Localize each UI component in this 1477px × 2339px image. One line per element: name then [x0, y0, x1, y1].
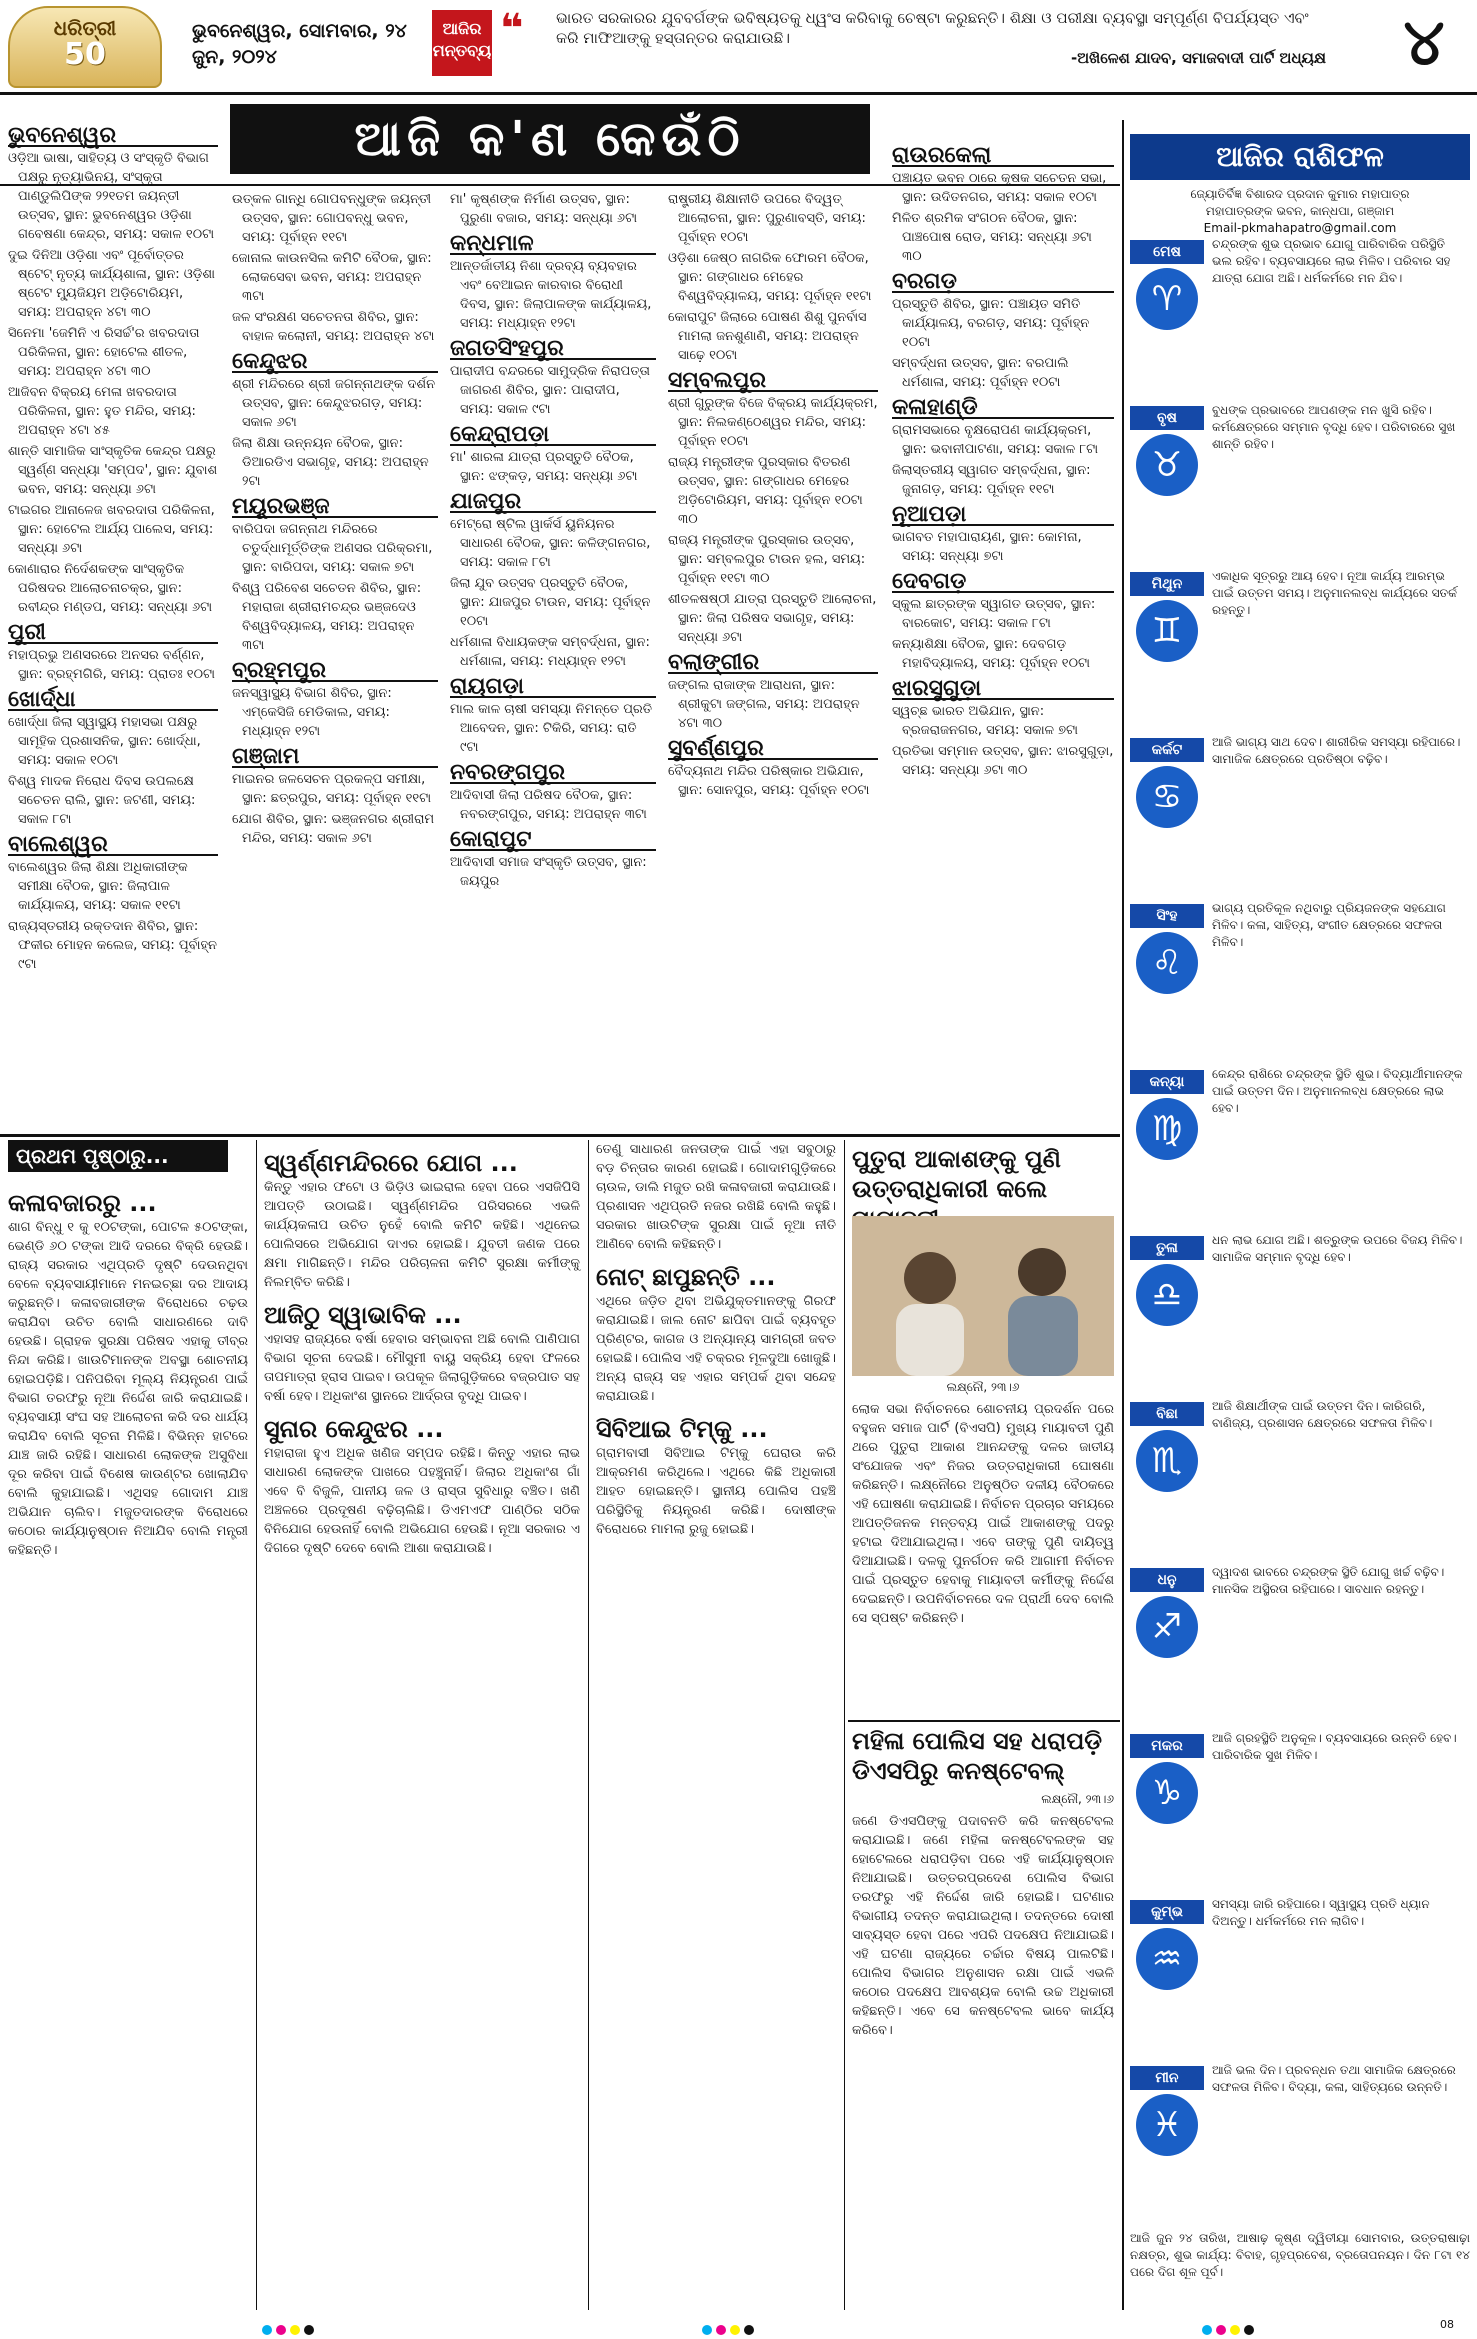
- column-divider: [1122, 120, 1124, 2310]
- logo-name: ଧରିତ୍ରୀ: [53, 16, 117, 40]
- rashi-label: ମିଥୁନ: [1130, 572, 1204, 596]
- event-item: ସିନେମା 'ଜେମିନି ଏ ରିସର୍ଚ୍ଚ'ର ଖବରଦାତା ପରିକିଳନା, ସ୍ଥାନ: ହୋଟେଲ ଶୀତଳ, ସମୟ: ଅପରାହ୍ନ ୪ଟା ୩୦: [8, 326, 200, 379]
- event-item: ଉତ୍କଳ ଗାନ୍ଧି ଗୋପବନ୍ଧୁଙ୍କ ଜୟନ୍ତୀ ଉତ୍ସବ, ସ୍ଥାନ: ଗୋପବନ୍ଧୁ ଭବନ, ସମୟ: ପୂର୍ବାହ୍ନ ୧୧ଟା: [232, 192, 432, 245]
- article-body: କିନ୍ତୁ ଏହାର ଫଟୋ ଓ ଭିଡ଼ିଓ ଭାଇରାଲ ହେବା ପରେ ଏସଜିପିସି ଆପତ୍ତି ଉଠାଇଛି। ସ୍ୱର୍ଣ୍ଣମନ୍ଦିର ପରିସରରେ ଏଭଳି କାର୍ଯ୍ୟକଳାପ ଉଚିତ ନୁହେଁ ବୋଲି କମିଟି କହିଛି। ଏଥିନେଇ ପୋଲିସରେ ଅଭିଯୋଗ ଦାଏର ହୋଇଛି। ଯୁବତୀ ଜଣକ ପରେ କ୍ଷମା ମାଗିଛନ୍ତି। ମନ୍ଦିର ପରିଚାଳନା କମିଟି ସୁରକ୍ଷା କର୍ମୀଙ୍କୁ ନିଲମ୍ବିତ କରିଛି।: [264, 1180, 580, 1290]
- events-column-2: [232, 190, 438, 850]
- city-heading: କନ୍ଧମାଳ: [450, 234, 656, 255]
- events-column-5: [892, 140, 1114, 782]
- events-banner: ଆଜି କ'ଣ କେଉଁଠି: [230, 104, 870, 174]
- first-page-label: ପ୍ରଥମ ପୃଷ୍ଠାରୁ...: [8, 1140, 228, 1172]
- rashi-2: [1130, 402, 1470, 530]
- newspaper-logo: [8, 6, 162, 88]
- sagittarius-icon: ♐: [1136, 1596, 1198, 1658]
- event-item: ପ୍ରତିଭା ସମ୍ମାନ ଉତ୍ସବ, ସ୍ଥାନ: ଝାରସୁଗୁଡ଼ା, ସମୟ: ସନ୍ଧ୍ୟା ୬ଟା ୩୦: [892, 744, 1114, 778]
- event-item: ବାରିପଦା ଜଗନ୍ନାଥ ମନ୍ଦିରରେ ଚତୁର୍ଦ୍ଧାମୂର୍ତ୍ତିଙ୍କ ଅଣସର ପରିକ୍ରମା, ସ୍ଥାନ: ବାରିପଦା, ସମୟ: ସକାଳ ୭ଟା: [232, 522, 433, 575]
- gemini-icon: ♊: [1136, 600, 1198, 662]
- mayawati-headline: ପୁତୁରା ଆକାଶଙ୍କୁ ପୁଣି ଉତ୍ତରାଧିକାରୀ କଲେ: [852, 1145, 1061, 1203]
- police-body: ଜଣେ ଡିଏସପିଙ୍କୁ ପଦାବନତି କରି କନଷ୍ଟେବଲ କରାଯାଇଛି। ଜଣେ ମହିଳା କନଷ୍ଟେବଲଙ୍କ ସହ ହୋଟେଲରେ ଧରାପଡ଼ିବା ପରେ ଏହି କାର୍ଯ୍ୟାନୁଷ୍ଠାନ ନିଆଯାଇଛି। ଉତ୍ତରପ୍ରଦେଶ ପୋଲିସ ବିଭାଗ ତରଫରୁ ଏହି ନିର୍ଦ୍ଦେଶ ଜାରି ହୋଇଛି। ଘଟଣାର ବିଭାଗୀୟ ତଦନ୍ତ କରାଯାଇଥିଲା। ତଦନ୍ତରେ ଦୋଷୀ ସାବ୍ୟସ୍ତ ହେବା ପରେ ଏପରି ପଦକ୍ଷେପ ନିଆଯାଇଛି। ଏହି ଘଟଣା ରାଜ୍ୟରେ ଚର୍ଚ୍ଚାର ବିଷୟ ପାଲଟିଛି। ପୋଲିସ ବିଭାଗର ଅନୁଶାସନ ରକ୍ଷା ପାଇଁ ଏଭଳି କଠୋର ପଦକ୍ଷେପ ଆବଶ୍ୟକ ବୋଲି ଉଚ୍ଚ ଅଧିକାରୀ କହିଛନ୍ତି। ଏବେ ସେ କନଷ୍ଟେବଲ ଭାବେ କାର୍ଯ୍ୟ କରିବେ।: [852, 1814, 1114, 2038]
- city-heading: ବଲାଙ୍ଗୀର: [668, 653, 878, 674]
- rashi-1: [1130, 236, 1470, 364]
- city-heading: ବ୍ରହ୍ମପୁର: [232, 661, 438, 682]
- page-number: ୪: [1403, 6, 1445, 80]
- event-item: ଶ୍ରୀ ମନ୍ଦିରରେ ଶ୍ରୀ ଜଗନ୍ନାଥଙ୍କ ଦର୍ଶନ ଉତ୍ସବ, ସ୍ଥାନ: କେନ୍ଦୁଝରଗଡ଼, ସମୟ: ସକାଳ ୬ଟା: [232, 377, 436, 430]
- article-body: ମହାରାଜା ହୁଏ ଅଧିକ ଖଣିଜ ସମ୍ପଦ ରହିଛି। କିନ୍ତୁ ଏହାର ଲାଭ ସାଧାରଣ ଲୋକଙ୍କ ପାଖରେ ପହଞ୍ଚୁନାହିଁ। ଜିଲାର ଅଧିକାଂଶ ଗାଁ ଏବେ ବି ବିଜୁଳି, ପାନୀୟ ଜଳ ଓ ରାସ୍ତା ସୁବିଧାରୁ ବଞ୍ଚିତ। ଖଣି ଅଞ୍ଚଳରେ ପ୍ରଦୂଷଣ ବଢ଼ିଚାଲିଛି। ଡିଏମଏଫ ପାଣ୍ଠିର ସଠିକ ବିନିଯୋଗ ହେଉନାହିଁ ବୋଲି ଅଭିଯୋଗ ହେଉଛି। ନୂଆ ସରକାର ଏ ଦିଗରେ ଦୃଷ୍ଟି ଦେବେ ବୋଲି ଆଶା କରାଯାଉଛି।: [264, 1446, 580, 1556]
- city-heading: କୋରାପୁଟ: [450, 830, 656, 851]
- rashi-text: ଏକାଧିକ ସୂତ୍ରରୁ ଆୟ ହେବ। ନୂଆ କାର୍ଯ୍ୟ ଆରମ୍ଭ ପାଇଁ ଉତ୍ତମ ସମୟ। ଅନୁମାନଲବ୍ଧ କାର୍ଯ୍ୟରେ ସତର୍କ ରହନ୍ତୁ।: [1212, 569, 1457, 617]
- photo-illustration: [852, 1216, 1114, 1376]
- rashi-text: ସମସ୍ୟା ଜାରି ରହିପାରେ। ସ୍ୱାସ୍ଥ୍ୟ ପ୍ରତି ଧ୍ୟାନ ଦିଅନ୍ତୁ। ଧର୍ମକର୍ମରେ ମନ ଲାଗିବ।: [1212, 1897, 1430, 1928]
- city-heading: ଗଞ୍ଜାମ: [232, 747, 438, 768]
- event-item: ମା' କୃଷ୍ଣଙ୍କ ନିର୍ମାଣ ଉତ୍ସବ, ସ୍ଥାନ: ପୁରୁଣା ବଜାର, ସମୟ: ସନ୍ଧ୍ୟା ୬ଟା: [450, 192, 638, 226]
- page-code: 08: [1440, 2318, 1454, 2331]
- rashi-label: ଧନୁ: [1130, 1568, 1204, 1592]
- rashi-11: [1130, 1896, 1470, 2024]
- article-body: ଶାଗ ବିନ୍ଧୁ ୧ କୁ ୧୦ଟଙ୍କା, ପୋଟଳ ୫୦ଟଙ୍କା, ଭେଣ୍ଡି ୬୦ ଟଙ୍କା ଆଦି ଦରରେ ବିକ୍ରି ହେଉଛି। ରାଜ୍ୟ ସରକାର ଏଥିପ୍ରତି ଦୃଷ୍ଟି ଦେଉନଥିବା ବେଳେ ବ୍ୟବସାୟୀମାନେ ମନଇଚ୍ଛା ଦର ଆଦାୟ କରୁଛନ୍ତି। କଳାବଜାରୀଙ୍କ ବିରୋଧରେ ଚଢ଼ଉ କରାଯିବା ଉଚିତ ବୋଲି ସାଧାରଣରେ ଦାବି ହେଉଛି। ଗ୍ରାହକ ସୁରକ୍ଷା ପରିଷଦ ଏହାକୁ ତୀବ୍ର ନିନ୍ଦା କରିଛି। ଖାଉଟିମାନଙ୍କ ଅବସ୍ଥା ଶୋଚନୀୟ ହୋଇପଡ଼ିଛି। ପନିପରିବା ମୂଲ୍ୟ ନିୟନ୍ତ୍ରଣ ପାଇଁ ବିଭାଗ ତରଫରୁ ନୂଆ ନିର୍ଦ୍ଦେଶ ଜାରି କରାଯାଇଛି। ବ୍ୟବସାୟୀ ସଂଘ ସହ ଆଲୋଚନା କରି ଦର ଧାର୍ଯ୍ୟ କରାଯିବ ବୋଲି ସୂଚନା ମିଳିଛି। ବିଭିନ୍ନ ହାଟରେ ଯାଞ୍ଚ ଜାରି ରହିଛି। ସାଧାରଣ ଲୋକଙ୍କ ଅସୁବିଧା ଦୂର କରିବା ପାଇଁ ବିଶେଷ କାଉଣ୍ଟର ଖୋଲାଯିବ ବୋଲି କୁହାଯାଇଛି। ଏଥିସହ ଗୋଦାମ ଯାଞ୍ଚ ଅଭିଯାନ ଚାଲିବ। ମଜୁତଦାରଙ୍କ ବିରୋଧରେ କଠୋର କାର୍ଯ୍ୟାନୁଷ୍ଠାନ ନିଆଯିବ ବୋଲି ମନ୍ତ୍ରୀ କହିଛନ୍ତି।: [8, 1220, 248, 1558]
- city-heading: ଝାରସୁଗୁଡ଼ା: [892, 679, 1114, 700]
- event-item: ସ୍ୱଚ୍ଛ ଭାରତ ଅଭିଯାନ, ସ୍ଥାନ: ବ୍ରଜରାଜନଗର, ସମୟ: ସକାଳ ୭ଟା: [892, 704, 1079, 738]
- police-dateline: ଲକ୍ଷ୍ନୌ, ୨୩।୬: [1041, 1792, 1114, 1806]
- events-column-1: [8, 120, 218, 976]
- events-column-4: [668, 190, 878, 802]
- article-headline: ଆଜିଠୁ ସ୍ୱାଭାବିକ ...: [264, 1301, 462, 1329]
- event-item: ବାଲେଶ୍ୱର ଜିଲା ଶିକ୍ଷା ଅଧିକାରୀଙ୍କ ସମୀକ୍ଷା ବୈଠକ, ସ୍ଥାନ: ଜିଲାପାଳ କାର୍ଯ୍ୟାଳୟ, ସମୟ: ସକାଳ ୧୧ଟା: [8, 860, 188, 913]
- mayawati-photo: [852, 1216, 1114, 1376]
- quote-mark-icon: ❝: [500, 6, 524, 52]
- events-column-3: [450, 190, 656, 893]
- rashi-text: ଧନ ଲାଭ ଯୋଗ ଅଛି। ଶତ୍ରୁଙ୍କ ଉପରେ ବିଜୟ ମିଳିବ। ସାମାଜିକ ସମ୍ମାନ ବୃଦ୍ଧି ହେବ।: [1212, 1233, 1463, 1264]
- rashi-text: ଭାଗ୍ୟ ପ୍ରତିକୂଳ ନଥିବାରୁ ପ୍ରିୟଜନଙ୍କ ସହଯୋଗ ମିଳିବ। କଳା, ସାହିତ୍ୟ, ସଂଗୀତ କ୍ଷେତ୍ରରେ ସଫଳତା ମିଳିବ।: [1212, 901, 1446, 949]
- article-headline: ସ୍ୱର୍ଣ୍ଣମନ୍ଦିରରେ ଯୋଗ ...: [264, 1149, 518, 1177]
- event-item: ଟାଇଗର ଆନାଳେଜ ଖବରଦାତା ପରିକିଳନା, ସ୍ଥାନ: ହୋଟେଲ ଆର୍ଯ୍ୟ ପାଲେସ, ସମୟ: ସନ୍ଧ୍ୟା ୬ଟା: [8, 503, 215, 556]
- rashi-label: ବୃଷ: [1130, 406, 1204, 430]
- event-item: ବୈଦ୍ୟନାଥ ମନ୍ଦିର ପରିଷ୍କାର ଅଭିଯାନ, ସ୍ଥାନ: ସୋନପୁର, ସମୟ: ପୂର୍ବାହ୍ନ ୧୦ଟା: [668, 764, 870, 798]
- event-item: ମହାପ୍ରଭୁ ଅଣସରରେ ଅନସର ବର୍ଣ୍ଣନ, ସ୍ଥାନ: ବ୍ରହ୍ମଗିରି, ସମୟ: ପ୍ରାତଃ ୧୦ଟା: [8, 648, 215, 682]
- police-headline: ମହିଳା ପୋଲିସ ସହ ଧରାପଡ଼ି ଡିଏସପିରୁ କନଷ୍ଟେବଲ୍: [852, 1727, 1103, 1785]
- rashi-10: [1130, 1730, 1470, 1858]
- event-item: କୋଣାରାର ନିର୍ଦେଶକଙ୍କ ସାଂସ୍କୃତିକ ପରିଷଦର ଆଲୋଚନାଚକ୍ର, ସ୍ଥାନ: ରବୀନ୍ଦ୍ର ମଣ୍ଡପ, ସମୟ: ସନ୍ଧ୍ୟା ୬ଟା: [8, 562, 213, 615]
- event-item: ଯୋଗ ଶିବିର, ସ୍ଥାନ: ଭଞ୍ଜନଗର ଶ୍ରୀରାମ ମନ୍ଦିର, ସମୟ: ସକାଳ ୬ଟା: [232, 812, 435, 846]
- pisces-icon: ♓: [1136, 2094, 1198, 2156]
- taurus-icon: ♉: [1136, 434, 1198, 496]
- aquarius-icon: ♒: [1136, 1928, 1198, 1990]
- rashi-text: କେନ୍ଦ୍ର ରାଶିରେ ଚନ୍ଦ୍ରଙ୍କ ସ୍ଥିତି ଶୁଭ। ବିଦ୍ୟାର୍ଥୀମାନଙ୍କ ପାଇଁ ଉତ୍ତମ ଦିନ। ଅନୁମାନଲବ୍ଧ କ୍ଷେତ୍ରରେ ଲାଭ ହେବ।: [1212, 1067, 1463, 1115]
- event-item: ଦୁଇ ଦିନିଆ ଓଡ଼ିଶା ଏବଂ ପୂର୍ବୋତ୍ତର ଷ୍ଟେଟ୍ ନୃତ୍ୟ କାର୍ଯ୍ୟଶାଳା, ସ୍ଥାନ: ଓଡ଼ିଶା ଷ୍ଟେଟ ମ୍ୟୁଜିୟମ ଅଡ଼ିଟୋରିୟମ, ସମୟ: ଅପରାହ୍ନ ୪ଟା ୩୦: [8, 248, 216, 320]
- column-divider: [588, 1140, 589, 2310]
- city-heading: ମୟୂରଭଞ୍ଜ: [232, 497, 438, 518]
- rashi-text: ଆଜି ଗ୍ରହସ୍ଥିତି ଅନୁକୂଳ। ବ୍ୟବସାୟରେ ଉନ୍ନତି ହେବ। ପାରିବାରିକ ସୁଖ ମିଳିବ।: [1212, 1731, 1457, 1762]
- panjika: ଆଜି ଜୁନ ୨୪ ତାରିଖ, ଆଷାଢ଼ କୃଷ୍ଣ ଦ୍ୱିତୀୟା ସୋମବାର, ଉତ୍ତରାଷାଢ଼ା ନକ୍ଷତ୍ର, ଶୁଭ କାର୍ଯ୍ୟ: ବିବାହ, ଗୃହପ୍ରବେଶ, ବ୍ରତୋପନୟନ। ଦିନ ୮ଟା ୧୪ ପରେ ଦିଗ ଶୂଳ ପୂର୍ବ।: [1130, 2231, 1470, 2279]
- city-heading: ସୁବର୍ଣ୍ଣପୁର: [668, 739, 878, 760]
- rashi-label: ମକର: [1130, 1734, 1204, 1758]
- event-item: ରାଜ୍ୟସ୍ତରୀୟ ରକ୍ତଦାନ ଶିବିର, ସ୍ଥାନ: ଫକୀର ମୋହନ କଲେଜ, ସମୟ: ପୂର୍ବାହ୍ନ ୯ଟା: [8, 919, 217, 972]
- event-item: ପାରାଦୀପ ବନ୍ଦରରେ ସାମୁଦ୍ରିକ ନିରାପତ୍ତା ଜାଗରଣ ଶିବିର, ସ୍ଥାନ: ପାରାଦୀପ, ସମୟ: ସକାଳ ୯ଟା: [450, 364, 651, 417]
- rashi-text: ଆଜି ଶିକ୍ଷାର୍ଥୀଙ୍କ ପାଇଁ ଉତ୍ତମ ଦିନ। କାରିଗରି, ବାଣିଜ୍ୟ, ପ୍ରଶାସନ କ୍ଷେତ୍ରରେ ସଫଳତା ମିଳିବ।: [1212, 1399, 1433, 1430]
- rashi-label: କୁମ୍ଭ: [1130, 1900, 1204, 1924]
- city-heading: ରାଉରକେଲା: [892, 146, 1114, 167]
- rashi-text: ଆଜି ଭାଗ୍ୟ ସାଥ ଦେବ। ଶାରୀରିକ ସମସ୍ୟା ରହିପାରେ। ସାମାଜିକ କ୍ଷେତ୍ରରେ ପ୍ରତିଷ୍ଠା ବଢ଼ିବ।: [1212, 735, 1461, 766]
- article-headline: ସିବିଆଇ ଟିମ୍‌କୁ ...: [596, 1415, 768, 1443]
- quote-badge: ଆଜିର ମନ୍ତବ୍ୟ: [432, 10, 492, 76]
- event-item: ସ୍କୁଲ ଛାତ୍ରଙ୍କ ସ୍ୱାଗତ ଉତ୍ସବ, ସ୍ଥାନ: ବାରକୋଟ, ସମୟ: ସକାଳ ୮ଟା: [892, 597, 1096, 631]
- event-item: ସମ୍ବର୍ଦ୍ଧନା ଉତ୍ସବ, ସ୍ଥାନ: ବରପାଲି ଧର୍ମଶାଳା, ସମୟ: ପୂର୍ବାହ୍ନ ୧୦ଟା: [892, 356, 1069, 390]
- event-item: ଶୀତଳଷଷ୍ଠୀ ଯାତ୍ରା ପ୍ରସ୍ତୁତି ଆଲୋଚନା, ସ୍ଥାନ: ଜିଲା ପରିଷଦ ସଭାଗୃହ, ସମୟ: ସନ୍ଧ୍ୟା ୬ଟା: [668, 592, 877, 645]
- middle-column: [264, 1140, 580, 1558]
- rashi-3: [1130, 568, 1470, 696]
- logo-years: 50: [64, 37, 106, 72]
- article-body: ଏଥିରେ ଜଡ଼ିତ ଥିବା ଅଭିଯୁକ୍ତମାନଙ୍କୁ ଗିରଫ କରାଯାଇଛି। ଜାଲ ନୋଟ ଛାପିବା ପାଇଁ ବ୍ୟବହୃତ ପ୍ରିଣ୍ଟର, କାଗଜ ଓ ଅନ୍ୟାନ୍ୟ ସାମଗ୍ରୀ ଜବତ ହୋଇଛି। ପୋଲିସ ଏହି ଚକ୍ରର ମୂଳଦୁଆ ଖୋଜୁଛି। ଅନ୍ୟ ରାଜ୍ୟ ସହ ଏହାର ସମ୍ପର୍କ ଥିବା ସନ୍ଦେହ କରାଯାଉଛି।: [596, 1294, 836, 1404]
- color-dots: [1200, 2320, 1256, 2339]
- virgo-icon: ♍: [1136, 1098, 1198, 1160]
- event-item: ମାଲ କାଳ ଚାଷୀ ସମସ୍ୟା ନିମନ୍ତେ ପ୍ରତି ଆବେଦନ, ସ୍ଥାନ: ଟିକିରି, ସମୟ: ରାତି ୯ଟା: [450, 702, 653, 755]
- mayawati-dateline: ଲକ୍ଷ୍ନୌ, ୨୩।୬: [946, 1380, 1020, 1394]
- rashi-5: [1130, 900, 1470, 1028]
- leo-icon: ♌: [1136, 932, 1198, 994]
- rashi-text: ଦ୍ୱାଦଶ ଭାବରେ ଚନ୍ଦ୍ରଙ୍କ ସ୍ଥିତି ଯୋଗୁ ଖର୍ଚ୍ଚ ବଢ଼ିବ। ମାନସିକ ଅସ୍ଥିରତା ରହିପାରେ। ସାବଧାନ ରହନ୍ତୁ।: [1212, 1565, 1445, 1596]
- event-item: ବିଶ୍ୱ ମାଦକ ନିରୋଧ ଦିବସ ଉପଲକ୍ଷେ ସଚେତନ ରାଲି, ସ୍ଥାନ: ଜଟଣୀ, ସମୟ: ସକାଳ ୮ଟା: [8, 774, 196, 827]
- rashi-label: ସିଂହ: [1130, 904, 1204, 928]
- rashi-6: [1130, 1066, 1470, 1194]
- city-heading: ନୂଆପଡ଼ା: [892, 505, 1114, 526]
- color-dots: [700, 2320, 756, 2339]
- rashi-12: [1130, 2062, 1470, 2190]
- quote-author: -ଅଖିଳେଶ ଯାଦବ, ସମାଜବାଦୀ ପାର୍ଟି ଅଧ୍ୟକ୍ଷ: [1070, 49, 1326, 67]
- city-heading: ନବରଙ୍ଗପୁର: [450, 763, 656, 784]
- city-heading: ଯାଜପୁର: [450, 492, 656, 513]
- cancer-icon: ♋: [1136, 766, 1198, 828]
- date-line: ଭୁବନେଶ୍ୱର, ସୋମବାର, ୨୪ ଜୁନ, ୨୦୨୪: [192, 20, 407, 68]
- event-item: ବିଶ୍ୱ ପରିବେଶ ସଚେତନ ଶିବିର, ସ୍ଥାନ: ମହାରାଜା ଶ୍ରୀରାମଚନ୍ଦ୍ର ଭଞ୍ଜଦେଓ ବିଶ୍ୱବିଦ୍ୟାଳୟ, ସମୟ: ଅପରାହ୍ନ ୩ଟା: [232, 581, 422, 653]
- rashi-text: ଚନ୍ଦ୍ରଙ୍କ ଶୁଭ ପ୍ରଭାବ ଯୋଗୁ ପାରିବାରିକ ପରିସ୍ଥିତି ଭଲ ରହିବ। ବ୍ୟବସାୟରେ ଲାଭ ମିଳିବ। ପରିବାର ସହ ଯାତ୍ରା ଯୋଗ ଅଛି। ଧର୍ମକର୍ମରେ ମନ ଯିବ।: [1212, 237, 1451, 285]
- third-column: [596, 1140, 836, 1539]
- rashifala-heading: ଆଜିର ରାଶିଫଳ: [1130, 134, 1470, 180]
- rashi-label: କର୍କଟ: [1130, 738, 1204, 762]
- event-item: ଧର୍ମଶାଳା ବିଧାୟକଙ୍କ ସମ୍ବର୍ଦ୍ଧନା, ସ୍ଥାନ: ଧର୍ମଶାଳା, ସମୟ: ମଧ୍ୟାହ୍ନ ୧୨ଟା: [450, 635, 650, 669]
- city-heading: କେନ୍ଦ୍ରାପଡ଼ା: [450, 425, 656, 446]
- rashi-8: [1130, 1398, 1470, 1526]
- quote-text: ଭାରତ ସରକାରର ଯୁବବର୍ଗଙ୍କ ଭବିଷ୍ୟତକୁ ଧ୍ୱଂସ କରିବାକୁ ଚେଷ୍ଟା କରୁଛନ୍ତି। ଶିକ୍ଷା ଓ ପରୀକ୍ଷା ବ୍ୟବସ୍ଥା ସମ୍ପୂର୍ଣ୍ଣ ବିପର୍ଯ୍ୟସ୍ତ ଏବଂ କରି ମାଫିଆଙ୍କୁ ହସ୍ତାନ୍ତର କରାଯାଉଛି।: [556, 9, 1309, 47]
- rashi-label: ମେଷ: [1130, 240, 1204, 264]
- article-headline: ନୋଟ୍ ଛାପୁଛନ୍ତି ...: [596, 1263, 776, 1291]
- city-heading: ବରଗଡ଼: [892, 272, 1114, 293]
- article-body: ଏହାସହ ରାଜ୍ୟରେ ବର୍ଷା ହେବାର ସମ୍ଭାବନା ଅଛି ବୋଲି ପାଣିପାଗ ବିଭାଗ ସୂଚନା ଦେଇଛି। ମୌସୁମୀ ବାୟୁ ସକ୍ରିୟ ହେବା ଫଳରେ ତାପମାତ୍ରା ହ୍ରାସ ପାଇବ। ଉପକୂଳ ଜିଲାଗୁଡ଼ିକରେ ବଜ୍ରପାତ ସହ ବର୍ଷା ହେବ। ଅଧିକାଂଶ ସ୍ଥାନରେ ଆର୍ଦ୍ରତା ବୃଦ୍ଧି ପାଇବ।: [264, 1332, 580, 1404]
- section-divider: [0, 1134, 1120, 1137]
- first-page-column: [8, 1180, 248, 1560]
- event-item: ଶ୍ରୀ ଗୁରୁଙ୍କ ବିଜେ ବିକ୍ରୟ କାର୍ଯ୍ୟକ୍ରମ, ସ୍ଥାନ: ନିଲକଣ୍ଠେଶ୍ୱର ମନ୍ଦିର, ସମୟ: ପୂର୍ବାହ୍ନ ୧୦ଟା: [668, 396, 878, 449]
- event-item: ଆଜିବନ ବିକ୍ରୟ ମେଳା ଖବରଦାତା ପରିକିଳନା, ସ୍ଥାନ: ହୁତ ମନ୍ଦିର, ସମୟ: ଅପରାହ୍ନ ୪ଟା ୪୫: [8, 385, 196, 438]
- event-item: ମା' ଶାରଳା ଯାତ୍ରା ପ୍ରସ୍ତୁତି ବୈଠକ, ସ୍ଥାନ: ଝଙ୍କଡ଼, ସମୟ: ସନ୍ଧ୍ୟା ୬ଟା: [450, 450, 638, 484]
- city-heading: ସମ୍ବଲପୁର: [668, 371, 878, 392]
- event-item: ଜିଲାସ୍ତରୀୟ ସ୍ୱାଗତ ସମ୍ବର୍ଦ୍ଧନା, ସ୍ଥାନ: ଜୁନାଗଡ଼, ସମୟ: ପୂର୍ବାହ୍ନ ୧୧ଟା: [892, 463, 1091, 497]
- color-dots: [260, 2320, 316, 2339]
- event-item: ଆନ୍ତର୍ଜାତୀୟ ନିଶା ଦ୍ରବ୍ୟ ବ୍ୟବହାର ଏବଂ ବେଆଇନ କାରବାର ବିରୋଧୀ ଦିବସ, ସ୍ଥାନ: ଜିଲାପାଳଙ୍କ କାର୍ଯ୍ୟାଳୟ, ସମୟ: ମଧ୍ୟାହ୍ନ ୧୨ଟା: [450, 259, 652, 331]
- libra-icon: ♎: [1136, 1264, 1198, 1326]
- rashi-label: ମୀନ: [1130, 2066, 1204, 2090]
- mayawati-body: ଲୋକ ସଭା ନିର୍ବାଚନରେ ଶୋଚନୀୟ ପ୍ରଦର୍ଶନ ପରେ ବହୁଜନ ସମାଜ ପାର୍ଟି (ବିଏସପି) ମୁଖ୍ୟ ମାୟାବତୀ ପୁଣି ଥରେ ପୁତୁରା ଆକାଶ ଆନନ୍ଦଙ୍କୁ ଦଳର ଜାତୀୟ ସଂଯୋଜକ ଏବଂ ନିଜର ଉତ୍ତରାଧିକାରୀ ଘୋଷଣା କରିଛନ୍ତି। ଲକ୍ଷ୍ନୌରେ ଅନୁଷ୍ଠିତ ଦଳୀୟ ବୈଠକରେ ଏହି ଘୋଷଣା କରାଯାଇଛି। ନିର୍ବାଚନ ପ୍ରଚାର ସମୟରେ ଆପତ୍ତିଜନକ ମନ୍ତବ୍ୟ ପାଇଁ ଆକାଶଙ୍କୁ ପଦରୁ ହଟାଇ ଦିଆଯାଇଥିଲା। ଏବେ ତାଙ୍କୁ ପୁଣି ଦାୟିତ୍ୱ ଦିଆଯାଇଛି। ଦଳକୁ ପୁନର୍ଗଠନ କରି ଆଗାମୀ ନିର୍ବାଚନ ପାଇଁ ପ୍ରସ୍ତୁତ ହେବାକୁ ମାୟାବତୀ କର୍ମୀଙ୍କୁ ନିର୍ଦ୍ଦେଶ ଦେଇଛନ୍ତି। ଉପନିର୍ବାଚନରେ ଦଳ ପ୍ରାର୍ଥୀ ଦେବ ବୋଲି ସେ ସ୍ପଷ୍ଟ କରିଛନ୍ତି।: [852, 1402, 1114, 1626]
- event-item: ଜଳ ସଂରକ୍ଷଣ ସଚେତନତା ଶିବିର, ସ୍ଥାନ: ବାହାଳ କଲୋନୀ, ସମୟ: ଅପରାହ୍ନ ୪ଟା: [232, 310, 435, 344]
- print-registration-bar: [0, 2316, 1477, 2339]
- event-item: ରାଜ୍ୟ ମନ୍ତ୍ରୀଙ୍କ ପୁରସ୍କାର ଉତ୍ସବ, ସ୍ଥାନ: ସମ୍ବଲପୁର ଟାଉନ ହଲ, ସମୟ: ପୂର୍ବାହ୍ନ ୧୧ଟା ୩୦: [668, 533, 866, 586]
- aries-icon: ♈: [1136, 268, 1198, 330]
- event-item: ଜନସ୍ୱାସ୍ଥ୍ୟ ବିଭାଗ ଶିବିର, ସ୍ଥାନ: ଏମ୍‌କେସିଜି ମେଡିକାଲ, ସମୟ: ମଧ୍ୟାହ୍ନ ୧୨ଟା: [232, 686, 392, 739]
- city-heading: କଳାହାଣ୍ଡି: [892, 398, 1114, 419]
- event-item: କନ୍ୟାଶିକ୍ଷା ବୈଠକ, ସ୍ଥାନ: ଦେବଗଡ଼ ମହାବିଦ୍ୟାଳୟ, ସମୟ: ପୂର୍ବାହ୍ନ ୧୦ଟା: [892, 637, 1090, 671]
- event-item: ଜିଲା ଶିକ୍ଷା ଉନ୍ନୟନ ବୈଠକ, ସ୍ଥାନ: ଡିଆରଡିଏ ସଭାଗୃହ, ସମୟ: ଅପରାହ୍ନ ୨ଟା: [232, 436, 429, 489]
- event-item: ପ୍ରସ୍ତୁତି ଶିବିର, ସ୍ଥାନ: ପଞ୍ଚାୟତ ସମିତି କାର୍ଯ୍ୟାଳୟ, ବରଗଡ଼, ସମୟ: ପୂର୍ବାହ୍ନ ୧୦ଟା: [892, 297, 1090, 350]
- event-item: ଆଦିବାସୀ ଜିଲା ପରିଷଦ ବୈଠକ, ସ୍ଥାନ: ନବରଙ୍ଗପୁର, ସମୟ: ଅପରାହ୍ନ ୩ଟା: [450, 788, 647, 822]
- column-divider: [256, 1140, 257, 2310]
- event-item: ଶାନ୍ତି ସାମାଜିକ ସାଂସ୍କୃତିକ କେନ୍ଦ୍ର ପକ୍ଷରୁ ସ୍ୱର୍ଣ୍ଣ ସନ୍ଧ୍ୟା 'ସମ୍ପଦ', ସ୍ଥାନ: ଯୁବାଶ ଭବନ, ସମୟ: ସନ୍ଧ୍ୟା ୬ଟା: [8, 444, 218, 497]
- scorpio-icon: ♏: [1136, 1430, 1198, 1492]
- city-heading: ରାୟଗଡ଼ା: [450, 677, 656, 698]
- astrologer-name: ଜ୍ୟୋତିର୍ବିଜ୍ଞ ବିଶାରଦ ପ୍ରଦାନ କୁମାର ମହାପାତ୍ର: [1190, 187, 1410, 201]
- article-headline: କଳାବଜାରରୁ ...: [8, 1189, 157, 1217]
- event-item: ମିଳିତ ଶ୍ରମିକ ସଂଗଠନ ବୈଠକ, ସ୍ଥାନ: ପାଞ୍ଚପୋଷ ରୋଡ, ସମୟ: ସନ୍ଧ୍ୟା ୬ଟା ୩୦: [892, 211, 1092, 264]
- article-headline: ସୁନାର କେନ୍ଦୁଝର ...: [264, 1415, 444, 1443]
- event-item: ମାଇନର ଜଳସେଚନ ପ୍ରକଳ୍ପ ସମୀକ୍ଷା, ସ୍ଥାନ: ଛତ୍ରପୁର, ସମୟ: ପୂର୍ବାହ୍ନ ୧୧ଟା: [232, 772, 432, 806]
- city-heading: ଭୁବନେଶ୍ୱର: [8, 126, 218, 147]
- column-divider: [844, 1140, 845, 2310]
- rashi-9: [1130, 1564, 1470, 1692]
- quote-block: [556, 8, 1326, 68]
- event-item: ଓଡ଼ିଶା ଜେଷ୍ଠ ନାଗରିକ ଫୋରମ ବୈଠକ, ସ୍ଥାନ: ଗଙ୍ଗାଧର ମେହେର ବିଶ୍ୱବିଦ୍ୟାଳୟ, ସମୟ: ପୂର୍ବାହ୍ନ ୧୧ଟା: [668, 251, 872, 304]
- event-item: ରାଜ୍ୟ ମନ୍ତ୍ରୀଙ୍କ ପୁରସ୍କାର ବିତରଣ ଉତ୍ସବ, ସ୍ଥାନ: ଗଙ୍ଗାଧର ମେହେର ଅଡ଼ିଟୋରିୟମ, ସମୟ: ପୂର୍ବାହ୍ନ ୧୦ଟା ୩୦: [668, 455, 863, 527]
- rashi-text: ଆଜି ଭଲ ଦିନ। ପ୍ରବନ୍ଧନ ତଥା ସାମାଜିକ କ୍ଷେତ୍ରରେ ସଫଳତା ମିଳିବ। ବିଦ୍ୟା, କଳା, ସାହିତ୍ୟରେ ଉନ୍ନତି।: [1212, 2063, 1456, 2094]
- event-item: କୋରାପୁଟ ଜିଲାରେ ପୋଷଣ ଶିଶୁ ପୁନର୍ବାସ ମାମଲା ଜନଶୁଣାଣି, ସମୟ: ଅପରାହ୍ନ ସାଢ଼େ ୧୦ଟା: [668, 310, 867, 363]
- rashi-7: [1130, 1232, 1470, 1360]
- rashi-label: କନ୍ୟା: [1130, 1070, 1204, 1094]
- article-body: ତେଣୁ ସାଧାରଣ ଜନତାଙ୍କ ପାଇଁ ଏହା ସବୁଠାରୁ ବଡ଼ ଚିନ୍ତାର କାରଣ ହୋଇଛି। ଗୋଦାମଗୁଡ଼ିକରେ ଚାଉଳ, ଡାଲି ମଜୁତ ରଖି କଳାବଜାରୀ କରାଯାଉଛି। ପ୍ରଶାସନ ଏଥିପ୍ରତି ନଜର ରଖିଛି ବୋଲି କହୁଛି। ସରକାର ଖାଉଟିଙ୍କ ସୁରକ୍ଷା ପାଇଁ ନୂଆ ନୀତି ଆଣିବେ ବୋଲି କହିଛନ୍ତି।: [596, 1142, 836, 1252]
- city-heading: ଖୋର୍ଦ୍ଧା: [8, 690, 218, 711]
- rashi-text: ବୁଧଙ୍କ ପ୍ରଭାବରେ ଆପଣଙ୍କ ମନ ଖୁସି ରହିବ। କର୍ମକ୍ଷେତ୍ରରେ ସମ୍ମାନ ବୃଦ୍ଧି ହେବ। ପରିବାରରେ ସୁଖ ଶାନ୍ତି ରହିବ।: [1212, 403, 1456, 451]
- city-heading: କେନ୍ଦୁଝର: [232, 352, 438, 373]
- event-item: ପଞ୍ଚାୟତ ଭବନ ଠାରେ କୃଷକ ସଚେତନ ସଭା, ସ୍ଥାନ: ଉଦିତନଗର, ସମୟ: ସକାଳ ୧୦ଟା: [892, 171, 1107, 205]
- event-item: ରାଷ୍ଟ୍ରୀୟ ଶିକ୍ଷାନୀତି ଉପରେ ବିଦ୍ୱତ୍ ଆଲୋଚନା, ସ୍ଥାନ: ପୁରୁଣାବସ୍ତି, ସମୟ: ପୂର୍ବାହ୍ନ ୧୦ଟା: [668, 192, 866, 245]
- divider: [848, 1720, 1120, 1722]
- event-item: ଭାଗବତ ମହାପାରାୟଣ, ସ୍ଥାନ: କୋମନା, ସମୟ: ସନ୍ଧ୍ୟା ୭ଟା: [892, 530, 1082, 564]
- astrologer-address: ମହାପାତ୍ରଙ୍କ ଭବନ, କାନ୍ଧପା, ଗଞ୍ଜାମ: [1205, 204, 1395, 218]
- city-heading: ଜଗତସିଂହପୁର: [450, 339, 656, 360]
- event-item: ଖୋର୍ଦ୍ଧା ଜିଲା ସ୍ୱାସ୍ଥ୍ୟ ମହାସଭା ପକ୍ଷରୁ ସାମୂହିକ ପ୍ରଶାସନିକ, ସ୍ଥାନ: ଖୋର୍ଦ୍ଧା, ସମୟ: ସକାଳ ୧୦ଟା: [8, 715, 201, 768]
- rashi-4: [1130, 734, 1470, 862]
- city-heading: ପୁରୀ: [8, 623, 218, 644]
- event-item: ଜଙ୍ଗଲ ରାଜାଙ୍କ ଆରାଧନା, ସ୍ଥାନ: ଶ୍ରୀକୁଟା ଜଙ୍ଗଲ, ସମୟ: ଅପରାହ୍ନ ୪ଟା ୩୦: [668, 678, 860, 731]
- rashi-label: ତୁଳା: [1130, 1236, 1204, 1260]
- astrologer-info: [1130, 186, 1470, 237]
- astrologer-email: Email-pkmahapatro@gmail.com: [1203, 221, 1397, 235]
- event-item: ଜୋନାଲ କାଉନସିଲ କମିଟି ବୈଠକ, ସ୍ଥାନ: ଲୋକସେବା ଭବନ, ସମୟ: ଅପରାହ୍ନ ୩ଟା: [232, 251, 432, 304]
- event-item: ଓଡ଼ିଆ ଭାଷା, ସାହିତ୍ୟ ଓ ସଂସ୍କୃତି ବିଭାଗ ପକ୍ଷରୁ ନୃତ୍ୟାଭିନୟ, ସଂସ୍କୃତା ପାଣ୍ଡୁଲିପିଙ୍କ ୨୨୧ତମ ଜୟନ୍ତୀ ଉତ୍ସବ, ସ୍ଥାନ: ଭୁବନେଶ୍ୱର ଓଡ଼ିଶା ଗବେଷଣା କେନ୍ଦ୍ର, ସମୟ: ସକାଳ ୧୦ଟା: [8, 151, 215, 242]
- rashi-label: ବିଛା: [1130, 1402, 1204, 1426]
- city-heading: ଦେବଗଡ଼: [892, 572, 1114, 593]
- article-body: ଗ୍ରାମବାସୀ ସିବିଆଇ ଟିମ୍‌କୁ ଘେରାଉ କରି ଆକ୍ରମଣ କରିଥିଲେ। ଏଥିରେ କିଛି ଅଧିକାରୀ ଆହତ ହୋଇଛନ୍ତି। ସ୍ଥାନୀୟ ପୋଲିସ ପହଞ୍ଚି ପରିସ୍ଥିତିକୁ ନିୟନ୍ତ୍ରଣ କରିଛି। ଦୋଷୀଙ୍କ ବିରୋଧରେ ମାମଲା ରୁଜୁ ହୋଇଛି।: [596, 1446, 836, 1537]
- event-item: ଆଦିବାସୀ ସମାଜ ସଂସ୍କୃତି ଉତ୍ସବ, ସ୍ଥାନ: ଜୟପୁର: [450, 855, 647, 889]
- event-item: ଗ୍ରାମସଭାରେ ବୃକ୍ଷରୋପଣ କାର୍ଯ୍ୟକ୍ରମ, ସ୍ଥାନ: ଭବାନୀପାଟଣା, ସମୟ: ସକାଳ ୮ଟା: [892, 423, 1099, 457]
- city-heading: ବାଲେଶ୍ୱର: [8, 835, 218, 856]
- capricorn-icon: ♑: [1136, 1762, 1198, 1824]
- event-item: ଜିଲା ଯୁବ ଉତ୍ସବ ପ୍ରସ୍ତୁତି ବୈଠକ, ସ୍ଥାନ: ଯାଜପୁର ଟାଉନ, ସମୟ: ପୂର୍ବାହ୍ନ ୧୦ଟା: [450, 576, 651, 629]
- event-item: ମେଟ୍ରୋ ଷ୍ଟିଲ ୱାର୍କର୍ସ ୟୁନିୟନର ସାଧାରଣ ବୈଠକ, ସ୍ଥାନ: କଳିଙ୍ଗନଗର, ସମୟ: ସକାଳ ୮ଟା: [450, 517, 651, 570]
